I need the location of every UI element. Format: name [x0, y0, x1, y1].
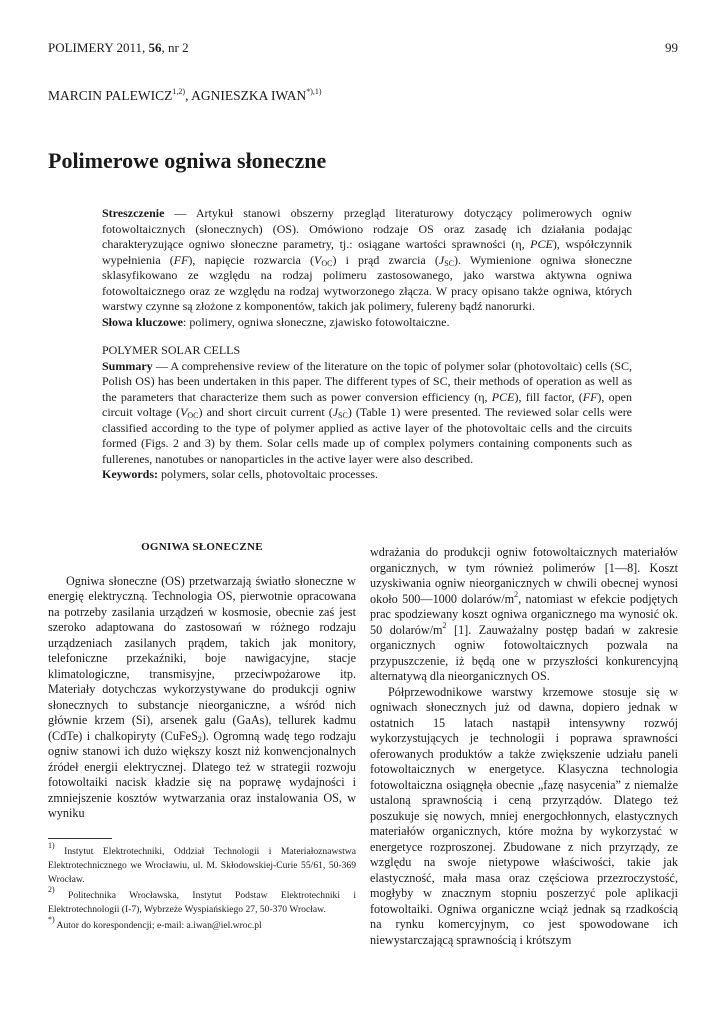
footnotes: [48, 841, 356, 935]
keywords-english: [102, 467, 632, 483]
page-number: 99: [665, 40, 678, 55]
abstract-en-label: Summary: [102, 358, 153, 373]
abstract-pl-text: ). Wymienione ogniwa słoneczne sklasyfikowano ze względu na rodzaj polimeru zastosowanego, jako warstwa aktywna ogniwa fotowoltaicznego oraz ze względu na rodzaj wytworzonego złącza. W pracy opisano także ogniwa, których warstwy czynne są złożone z komponentów, takich jak polimery, fulereny bądź nanorurki.: [102, 252, 632, 313]
english-title: POLYMER SOLAR CELLS: [102, 343, 241, 357]
abstract-en-text: ) (Table 1) were presented. The reviewed solar cells were classified according to the type of polymer applied as active layer of the photovoltaic cells and the circuits formed (Figs. 2 and 3) by them. Solar cells made up of complex polymers containing components such as fullerenes, nanotubes or nanoparticles in the active layer were also described.: [102, 405, 633, 466]
right-column: [370, 545, 678, 948]
abstract-pl-pce: PCE: [530, 237, 553, 251]
keywords-polish: [102, 315, 632, 331]
author-2: AGNIESZKA IWAN: [191, 88, 307, 103]
abstract-en-text: ) and short circuit current (: [198, 405, 333, 419]
footnote-1-text: Instytut Elektrotechniki, Oddział Technologii i Materiałoznawstwa Elektrotechnicznego we Wrocławiu, ul. M. Skłodowskiej-Curie 55/61, 50-369 Wrocław.: [48, 846, 356, 885]
body-paragraph: [48, 574, 356, 822]
abstract-pl-jsc-sub: SC: [444, 258, 454, 268]
abstract-en-jsc: J: [332, 405, 339, 419]
footnote-2-text: Politechnika Wrocławska, Instytut Podstaw Elektrotechniki i Elektrotechnologii (I-7), Wybrzeże Wyspiańskiego 27, 50-370 Wrocław.: [48, 890, 356, 915]
journal-citation: [48, 40, 189, 56]
article-title: Polimerowe ogniwa słoneczne: [48, 148, 327, 173]
footnote-rule: [48, 838, 112, 839]
journal-volume: 56: [148, 40, 162, 55]
abstract-en-voc-sub: OC: [187, 411, 199, 420]
abstract-pl-jsc: J: [438, 252, 445, 267]
author-1-affiliation: 1,2): [172, 87, 186, 96]
abstract-en-text: ), open circuit voltage (: [102, 389, 632, 419]
footnote-1: [48, 841, 356, 887]
unit-superscript: 2: [514, 589, 519, 599]
abstract-pl-text: ) i prąd zwarcia (: [332, 252, 439, 267]
abstract-english: [102, 359, 632, 468]
abstract-en-text: ), fill factor, (: [514, 389, 583, 404]
keywords-en-text: polymers, solar cells, photovoltaic processes.: [158, 467, 378, 481]
footnote-3: [48, 915, 356, 933]
abstract-en-jsc-sub: SC: [338, 411, 348, 420]
abstract-block: [102, 206, 632, 483]
abstract-pl-ff: FF: [173, 252, 189, 267]
keywords-pl-label: Słowa kluczowe: [102, 314, 183, 329]
journal-name: POLIMERY 2011,: [48, 40, 149, 55]
abstract-polish: [102, 206, 632, 315]
abstract-pl-text: ), napięcie rozwarcia (: [188, 252, 315, 267]
abstract-en-text: — A comprehensive review of the literature on the topic of polymer solar (photovoltaic) cells (SC, Polish OS) has been undertaken in this paper. The different types of SC, their methods of operation as well as the parameters that characterize them such as power conversion efficiency (η,: [102, 358, 632, 404]
body-text: , natomiast w efekcie podjętych prac spodziewany koszt ogniwa organicznego ma wynosić ok. 50 dolarów/m: [370, 591, 678, 637]
running-header: [48, 40, 678, 56]
body-text: ). Ogromną wadę tego rodzaju ogniw stanowi ich dużo większy koszt niż konwencjonalnych źródeł energii elektrycznej. Dlatego też w strategii rozwoju fotowoltaiki nacisk kładzie się na poprawę wydajności i zmniejszenie kosztów wytwarzania oraz instalowania OS, w wyniku: [48, 728, 356, 820]
abstract-pl-text: ), współczynnik wypełnienia (: [102, 237, 632, 267]
keywords-en-label: Keywords:: [102, 467, 158, 481]
abstract-pl-label: Streszczenie: [102, 206, 165, 220]
journal-issue: , nr 2: [161, 40, 189, 55]
body-paragraph: [370, 545, 678, 685]
unit-superscript: 2: [442, 620, 447, 630]
section-heading: OGNIWA SŁONECZNE: [141, 541, 263, 553]
body-text: Ogniwa słoneczne (OS) przetwarzają światło słoneczne w energię elektryczną. Technologia OS, pierwotnie opracowana na potrzeby zasilania urządzeń w kosmosie, obecnie zaś jest szeroko adaptowana do zastosowań w różnego rodzaju urządzeniach zasilanych prądem, takich jak monitory, telefoniczne przekaźniki, boje nawigacyjne, stacje klimatologiczne, transmisyjne, przeciwpożarowe itp. Materiały dotychczas wykorzystywane do produkcji ogniw słonecznych to substancje nieorganiczne, a wśród nich głównie krzem (Si), arsenek galu (GaAs), tellurek kadmu (CdTe) i chalkopiryty (CuFeS: [48, 573, 356, 743]
footnote-3-text: Autor do korespondencji; e-mail: a.iwan@iel.wroc.pl: [54, 920, 262, 931]
body-text: wdrażania do produkcji ogniw fotowoltaicznych materiałów organicznych, w tym również polimerów [1—8]. Koszt uzyskiwania ogniw nieorganicznych w chwili obecnej wynosi około 500—1000 dolarów/m: [370, 545, 678, 606]
footnote-1-mark: 1): [48, 841, 55, 850]
author-separator: ,: [185, 88, 192, 103]
formula-subscript: 2: [197, 734, 202, 744]
abstract-en-pce: PCE: [491, 389, 515, 404]
footnote-3-mark: *): [48, 915, 55, 924]
left-column: [48, 540, 356, 822]
abstract-en-ff: FF: [582, 389, 598, 404]
author-line: [48, 87, 322, 105]
body-paragraph: Półprzewodnikowe warstwy krzemowe stosuje się w ogniwach słonecznych już od dawna, dopiero jednak w ostatnich 15 latach nastąpił intensywny rozwój wykorzystujących je technologii i poprawa sprawności oferowanych produktów a także zwiększenie udziału paneli fotowoltaicznych w energetyce. Klasyczna technologia fotowoltaiczna osiągnęła obecnie „fazę nasycenia” z niemalże ustaloną sprawnością i ceną przyrządów. Dlatego też poszukuje się nowych, mniej energochłonnych, elastycznych materiałów organicznych, które można by wykorzystać w energetyce rozproszonej. Zbudowane z nich przyrządy, ze względu na swoje nietypowe właściwości, takie jak elastyczność, mała masa oraz częściowa przezroczystość, mogłyby w znacznym stopniu poszerzyć pole aplikacji fotowoltaiki. Ogniwa organiczne wciąż jednak są rzadkością na rynku komercyjnym, co jest spowodowane ich niewystarczającą sprawnością i krótszym: [370, 684, 678, 947]
abstract-en-voc: V: [180, 405, 188, 419]
footnote-2: [48, 885, 356, 917]
author-1: MARCIN PALEWICZ: [48, 88, 173, 103]
keywords-pl-text: : polimery, ogniwa słoneczne, zjawisko fotowoltaiczne.: [183, 314, 450, 329]
footnote-2-mark: 2): [48, 885, 55, 894]
body-text: [1]. Zauważalny postęp badań w zakresie organicznych ogniw fotowoltaicznych pozwala na przypuszczenie, iż będą one w przyszłości konkurencyjną alternatywą dla nieorganicznych OS.: [370, 622, 678, 683]
abstract-pl-voc-sub: OC: [321, 258, 333, 268]
abstract-pl-text: — Artykuł stanowi obszerny przegląd literaturowy dotyczący polimerowych ogniw fotowoltaicznych (słonecznych) (OS). Omówiono rodzaje OS oraz zasadę ich działania podając charakteryzujące ogniwo słoneczne parametry, tj.: osiągane wartości sprawności (η,: [102, 206, 632, 251]
abstract-pl-voc: V: [314, 252, 322, 267]
author-2-affiliation: *),1): [306, 87, 322, 96]
